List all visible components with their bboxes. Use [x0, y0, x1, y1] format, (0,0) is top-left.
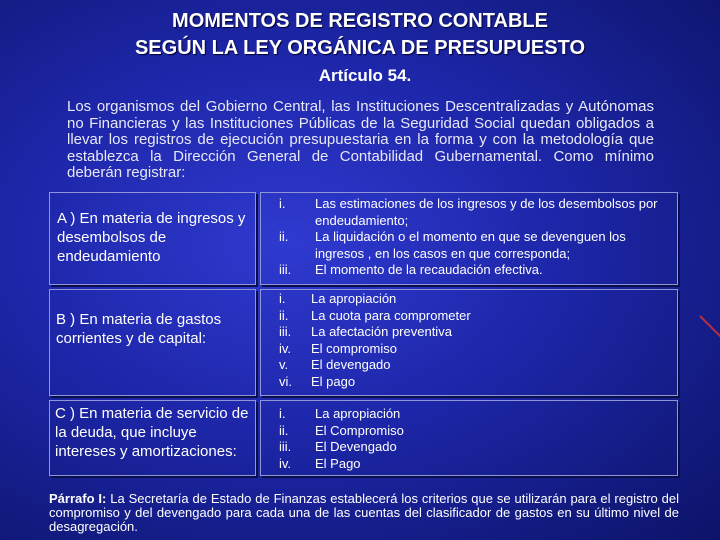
article-heading: Artículo 54. — [318, 66, 412, 85]
list-item: iv. El compromiso — [279, 340, 397, 356]
list-item: iii. La afectación preventiva — [279, 324, 452, 339]
paragraph-text: La Secretaría de Estado de Finanzas establecerá los criterios que se utilizarán para el registro del compromiso y del devengado para cada una de las cuentas del clasificador de gastos en su último nivel de desagregación. — [49, 491, 679, 534]
section-a-items — [279, 196, 671, 279]
list-item: vi. El pago — [279, 373, 356, 389]
title-line-1: MOMENTOS DE REGISTRO CONTABLE — [172, 10, 548, 32]
slide-title — [0, 8, 720, 62]
section-b-items — [279, 291, 671, 390]
list-item: iii. El momento de la recaudación efectiva. — [279, 262, 543, 277]
paragraph-one — [49, 492, 679, 534]
list-item: ii. La cuota para comprometer — [279, 307, 471, 323]
decorative-line — [699, 315, 720, 338]
list-item: ii. La liquidación o el momento en que se devenguen los ingresos , en los casos en que corresponda; — [279, 229, 626, 261]
section-c-label-box — [49, 400, 256, 476]
list-item: ii. El Compromiso — [279, 422, 404, 438]
section-a-items-box — [260, 192, 678, 285]
list-item: i. La apropiación — [279, 406, 401, 421]
list-item: i. Las estimaciones de los ingresos y de los desembolsos por endeudamiento; — [279, 196, 658, 228]
section-c-label: C ) En materia de servicio de la deuda, que incluye intereses y amortizaciones: — [55, 405, 249, 460]
paragraph-label: Párrafo I: — [49, 491, 107, 506]
section-c-items — [279, 406, 671, 472]
list-item: v. El devengado — [279, 357, 391, 372]
intro-paragraph: Los organismos del Gobierno Central, las Instituciones Descentralizadas y Autónomas no Financieras y las Instituciones Públicas de la Seguridad Social quedan obligados a llevar los registros de ejecución presupuestaria en la forma y con la metodología que establezca la Dirección General de Contabilidad Gubernamental. Como mínimo deberán registrar: — [67, 98, 654, 181]
list-item: i. La apropiación — [279, 291, 397, 306]
section-a-label-box — [49, 192, 256, 285]
list-item: iv. El Pago — [279, 455, 361, 471]
section-b-items-box — [260, 289, 678, 396]
section-c-items-box — [260, 400, 678, 476]
section-a-label: A ) En materia de ingresos y desembolsos de endeudamiento — [57, 210, 246, 265]
section-b-label-box — [49, 289, 256, 396]
section-b-label: B ) En materia de gastos corrientes y de capital: — [56, 311, 222, 347]
title-line-2: SEGÚN LA LEY ORGÁNICA DE PRESUPUESTO — [134, 37, 586, 59]
list-item: iii. El Devengado — [279, 439, 397, 454]
